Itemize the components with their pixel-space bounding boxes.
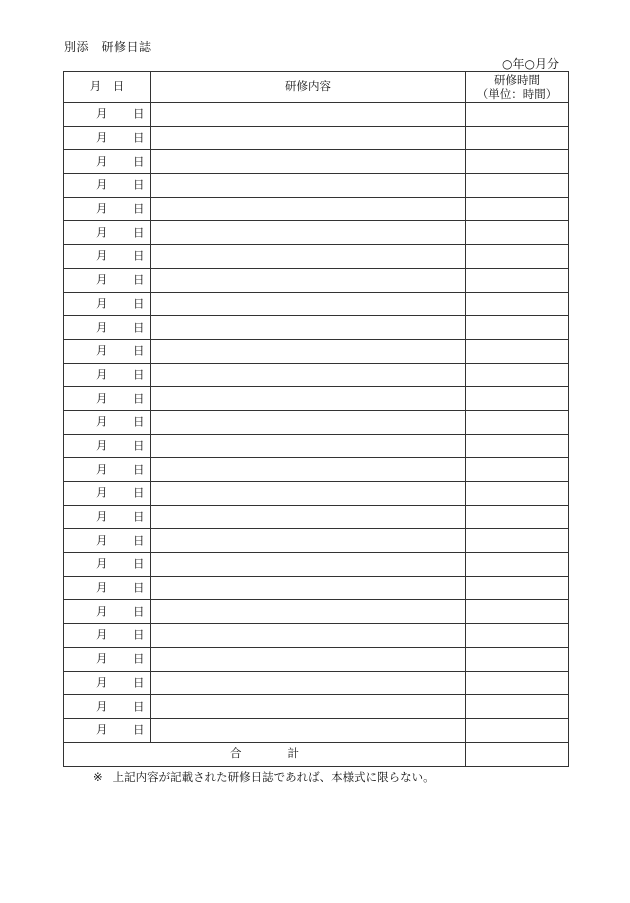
day-label: 日 [133,319,145,334]
table-row [64,245,569,269]
hours-cell[interactable] [466,718,569,742]
month-label: 月 [96,106,108,121]
month-label: 月 [96,367,108,382]
note-text: 上記内容が記載された研修日誌であれば、本様式に限らない。 [112,770,435,784]
month-label: 月 [96,461,108,476]
day-label: 日 [133,485,145,500]
training-log-table [63,71,569,767]
hours-cell[interactable] [466,268,569,292]
month-label: 月 [96,272,108,287]
day-label: 日 [133,390,145,405]
table-row [64,576,569,600]
date-cell[interactable] [64,245,151,269]
table-row [64,387,569,411]
content-cell[interactable] [151,647,466,671]
hours-cell[interactable] [466,624,569,648]
table-row [64,434,569,458]
table-row [64,126,569,150]
month-label: 月 [96,296,108,311]
footnote [93,769,435,785]
content-cell[interactable] [151,576,466,600]
date-cell[interactable] [64,339,151,363]
day-label: 日 [133,343,145,358]
date-cell[interactable] [64,576,151,600]
date-cell[interactable] [64,221,151,245]
hours-cell[interactable] [466,103,569,127]
hours-cell[interactable] [466,174,569,198]
hours-cell[interactable] [466,197,569,221]
hours-cell[interactable] [466,458,569,482]
content-cell[interactable] [151,718,466,742]
date-cell[interactable] [64,363,151,387]
date-cell[interactable] [64,434,151,458]
month-label: 月 [96,438,108,453]
content-cell[interactable] [151,600,466,624]
day-label: 日 [133,627,145,642]
content-cell[interactable] [151,316,466,340]
day-label: 日 [133,438,145,453]
month-label: 月 [96,343,108,358]
day-label: 日 [133,367,145,382]
hours-cell[interactable] [466,482,569,506]
content-column-header: 研修内容 [151,72,466,103]
day-label: 日 [133,722,145,737]
day-label: 日 [133,225,145,240]
total-hours-cell[interactable] [466,742,569,766]
month-label: 月 [96,177,108,192]
table-row [64,174,569,198]
document-heading: 別添 研修日誌 [64,40,152,54]
hours-cell[interactable] [466,387,569,411]
content-cell[interactable] [151,174,466,198]
hours-cell[interactable] [466,245,569,269]
note-mark: ※ [93,770,103,784]
hours-cell[interactable] [466,529,569,553]
hours-cell[interactable] [466,150,569,174]
table-row [64,316,569,340]
table-row [64,292,569,316]
month-label: 月 [96,556,108,571]
day-label: 日 [133,556,145,571]
content-cell[interactable] [151,624,466,648]
month-label: 月 [96,390,108,405]
table-row [64,103,569,127]
month-label: 月 [96,627,108,642]
month-label: 月 [96,509,108,524]
table-row [64,529,569,553]
day-label: 日 [133,201,145,216]
table-row [64,410,569,434]
date-cell[interactable] [64,600,151,624]
date-cell[interactable] [64,316,151,340]
hours-cell[interactable] [466,695,569,719]
day-label: 日 [133,248,145,263]
day-label: 日 [133,580,145,595]
month-label: 月 [96,580,108,595]
hours-cell[interactable] [466,505,569,529]
month-label: 月 [96,248,108,263]
content-cell[interactable] [151,410,466,434]
date-cell[interactable] [64,553,151,577]
table-row [64,482,569,506]
table-row [64,339,569,363]
table-row [64,553,569,577]
date-cell[interactable] [64,505,151,529]
date-column-header: 月 日 [64,72,151,103]
table-row [64,363,569,387]
date-cell[interactable] [64,268,151,292]
content-cell[interactable] [151,553,466,577]
month-label: 月 [96,722,108,737]
table-row [64,600,569,624]
date-cell[interactable] [64,529,151,553]
date-cell[interactable] [64,126,151,150]
content-cell[interactable] [151,505,466,529]
month-label: 月 [96,604,108,619]
hours-cell[interactable] [466,363,569,387]
day-label: 日 [133,272,145,287]
day-label: 日 [133,106,145,121]
table-row [64,624,569,648]
day-label: 日 [133,675,145,690]
date-cell[interactable] [64,624,151,648]
table-row [64,671,569,695]
content-cell[interactable] [151,245,466,269]
table-row [64,268,569,292]
hours-cell[interactable] [466,292,569,316]
month-label: 月 [96,651,108,666]
hours-cell[interactable] [466,600,569,624]
date-cell[interactable] [64,671,151,695]
hours-cell[interactable] [466,647,569,671]
content-cell[interactable] [151,363,466,387]
hours-header-title: 研修時間 [494,73,540,87]
hours-cell[interactable] [466,576,569,600]
table-row [64,505,569,529]
day-label: 日 [133,651,145,666]
table-row [64,695,569,719]
hours-cell[interactable] [466,339,569,363]
content-cell[interactable] [151,695,466,719]
month-label: 月 [96,201,108,216]
table-row [64,647,569,671]
period-label: ○年○月分 [502,57,559,71]
hours-cell[interactable] [466,126,569,150]
month-label: 月 [96,153,108,168]
month-label: 月 [96,319,108,334]
table-row [64,718,569,742]
hours-cell[interactable] [466,316,569,340]
date-cell[interactable] [64,482,151,506]
content-cell[interactable] [151,387,466,411]
content-cell[interactable] [151,671,466,695]
table-row [64,458,569,482]
month-label: 月 [96,130,108,145]
day-label: 日 [133,532,145,547]
month-label: 月 [96,532,108,547]
total-label-cell [64,742,466,766]
day-label: 日 [133,461,145,476]
hours-header-unit: （単位：時間） [476,87,558,101]
content-cell[interactable] [151,458,466,482]
hours-column-header [466,72,569,103]
total-label: 合計 [230,746,345,761]
content-cell[interactable] [151,150,466,174]
date-cell[interactable] [64,292,151,316]
table-row [64,197,569,221]
date-cell[interactable] [64,695,151,719]
date-cell[interactable] [64,197,151,221]
day-label: 日 [133,604,145,619]
day-label: 日 [133,414,145,429]
table-row [64,150,569,174]
content-cell[interactable] [151,292,466,316]
date-cell[interactable] [64,458,151,482]
content-cell[interactable] [151,434,466,458]
date-cell[interactable] [64,150,151,174]
day-label: 日 [133,509,145,524]
month-label: 月 [96,485,108,500]
content-cell[interactable] [151,126,466,150]
date-cell[interactable] [64,410,151,434]
content-cell[interactable] [151,529,466,553]
date-cell[interactable] [64,387,151,411]
month-label: 月 [96,414,108,429]
hours-cell[interactable] [466,221,569,245]
date-cell[interactable] [64,647,151,671]
content-cell[interactable] [151,221,466,245]
month-label: 月 [96,675,108,690]
month-label: 月 [96,225,108,240]
content-cell[interactable] [151,268,466,292]
total-row [64,742,569,766]
month-label: 月 [96,698,108,713]
hours-cell[interactable] [466,434,569,458]
date-cell[interactable] [64,103,151,127]
date-cell[interactable] [64,174,151,198]
date-cell[interactable] [64,718,151,742]
table-header-row [64,72,569,103]
day-label: 日 [133,177,145,192]
day-label: 日 [133,130,145,145]
hours-cell[interactable] [466,410,569,434]
content-cell[interactable] [151,339,466,363]
hours-cell[interactable] [466,553,569,577]
content-cell[interactable] [151,482,466,506]
day-label: 日 [133,698,145,713]
hours-cell[interactable] [466,671,569,695]
table-row [64,221,569,245]
content-cell[interactable] [151,103,466,127]
table-body [64,103,569,743]
day-label: 日 [133,296,145,311]
content-cell[interactable] [151,197,466,221]
day-label: 日 [133,153,145,168]
